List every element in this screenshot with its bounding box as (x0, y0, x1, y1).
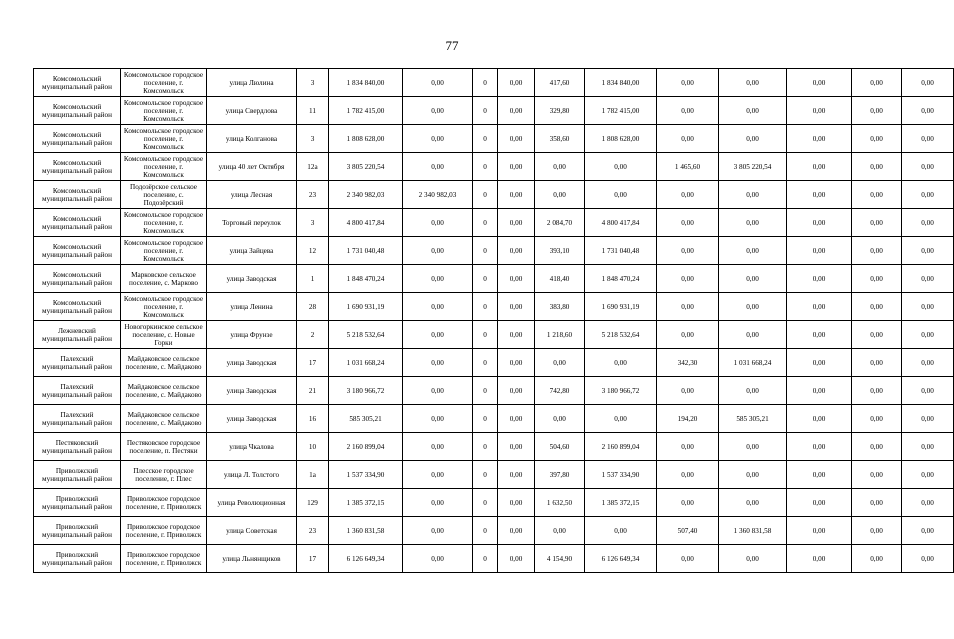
table-row (34, 237, 954, 265)
col-14-cell: 0,00 (852, 433, 902, 461)
col-10-cell: 0,00 (585, 405, 657, 433)
col-15-cell: 0,00 (902, 181, 954, 209)
col-13-cell: 0,00 (787, 433, 852, 461)
col-15-cell: 0,00 (902, 153, 954, 181)
col-15-cell: 0,00 (902, 489, 954, 517)
col-11-cell: 342,30 (657, 349, 719, 377)
table-row (34, 125, 954, 153)
col-14-cell: 0,00 (852, 97, 902, 125)
table-row (34, 545, 954, 573)
col-9-cell: 0,00 (535, 153, 585, 181)
col-8-cell: 0,00 (498, 433, 535, 461)
street-cell: улица Заводская (207, 349, 297, 377)
table-row (34, 405, 954, 433)
col-10-cell: 1 385 372,15 (585, 489, 657, 517)
col-9-cell: 393,10 (535, 237, 585, 265)
col-7-cell: 0 (473, 405, 498, 433)
settlement-cell: Приволжское городское поселение, г. Приволжск (121, 517, 207, 545)
col-11-cell: 0,00 (657, 97, 719, 125)
col-9-cell: 397,80 (535, 461, 585, 489)
col-11-cell: 0,00 (657, 461, 719, 489)
col-14-cell: 0,00 (852, 349, 902, 377)
col-11-cell: 194,20 (657, 405, 719, 433)
col-15-cell: 0,00 (902, 69, 954, 97)
table-row (34, 321, 954, 349)
col-13-cell: 0,00 (787, 125, 852, 153)
col-15-cell: 0,00 (902, 265, 954, 293)
col-10-cell: 5 218 532,64 (585, 321, 657, 349)
housing-table (33, 68, 954, 573)
col-12-cell: 0,00 (719, 237, 787, 265)
house-cell: 10 (297, 433, 329, 461)
street-cell: улица Люлина (207, 69, 297, 97)
col-13-cell: 0,00 (787, 181, 852, 209)
col-8-cell: 0,00 (498, 545, 535, 573)
col-13-cell: 0,00 (787, 517, 852, 545)
col-14-cell: 0,00 (852, 153, 902, 181)
col-6-cell: 0,00 (403, 209, 473, 237)
col-8-cell: 0,00 (498, 461, 535, 489)
col-10-cell: 1 537 334,90 (585, 461, 657, 489)
col-11-cell: 0,00 (657, 321, 719, 349)
col-14-cell: 0,00 (852, 405, 902, 433)
house-cell: 129 (297, 489, 329, 517)
col-14-cell: 0,00 (852, 181, 902, 209)
total-cost-cell: 585 305,21 (329, 405, 403, 433)
col-11-cell: 0,00 (657, 69, 719, 97)
street-cell: улица Революционная (207, 489, 297, 517)
street-cell: улица 40 лет Октября (207, 153, 297, 181)
col-7-cell: 0 (473, 517, 498, 545)
street-cell: улица Лесная (207, 181, 297, 209)
col-14-cell: 0,00 (852, 237, 902, 265)
district-cell: Палехский муниципальный район (34, 377, 121, 405)
street-cell: улица Ленина (207, 293, 297, 321)
col-14-cell: 0,00 (852, 321, 902, 349)
district-cell: Комсомольский муниципальный район (34, 97, 121, 125)
col-9-cell: 418,40 (535, 265, 585, 293)
col-9-cell: 417,60 (535, 69, 585, 97)
total-cost-cell: 1 782 415,00 (329, 97, 403, 125)
col-13-cell: 0,00 (787, 265, 852, 293)
col-14-cell: 0,00 (852, 545, 902, 573)
district-cell: Комсомольский муниципальный район (34, 125, 121, 153)
house-cell: 23 (297, 181, 329, 209)
col-10-cell: 4 800 417,84 (585, 209, 657, 237)
col-9-cell: 0,00 (535, 349, 585, 377)
col-14-cell: 0,00 (852, 461, 902, 489)
settlement-cell: Комсомольское городское поселение, г. Комсомольск (121, 69, 207, 97)
total-cost-cell: 1 385 372,15 (329, 489, 403, 517)
district-cell: Комсомольский муниципальный район (34, 265, 121, 293)
col-12-cell: 0,00 (719, 125, 787, 153)
settlement-cell: Новогоркинское сельское поселение, с. Новые Горки (121, 321, 207, 349)
col-7-cell: 0 (473, 489, 498, 517)
col-12-cell: 1 031 668,24 (719, 349, 787, 377)
col-7-cell: 0 (473, 461, 498, 489)
col-13-cell: 0,00 (787, 69, 852, 97)
table-row (34, 349, 954, 377)
district-cell: Пестяковский муниципальный район (34, 433, 121, 461)
col-12-cell: 1 360 831,58 (719, 517, 787, 545)
col-7-cell: 0 (473, 377, 498, 405)
col-9-cell: 2 084,70 (535, 209, 585, 237)
house-cell: 28 (297, 293, 329, 321)
col-13-cell: 0,00 (787, 237, 852, 265)
settlement-cell: Пестяковское городское поселение, п. Пестяки (121, 433, 207, 461)
col-7-cell: 0 (473, 545, 498, 573)
col-13-cell: 0,00 (787, 545, 852, 573)
table-row (34, 69, 954, 97)
col-15-cell: 0,00 (902, 377, 954, 405)
col-12-cell: 0,00 (719, 265, 787, 293)
col-8-cell: 0,00 (498, 293, 535, 321)
col-9-cell: 1 632,50 (535, 489, 585, 517)
col-13-cell: 0,00 (787, 349, 852, 377)
street-cell: улица Заводская (207, 265, 297, 293)
total-cost-cell: 2 160 899,04 (329, 433, 403, 461)
col-13-cell: 0,00 (787, 209, 852, 237)
col-11-cell: 0,00 (657, 181, 719, 209)
col-10-cell: 2 160 899,04 (585, 433, 657, 461)
col-12-cell: 0,00 (719, 461, 787, 489)
col-7-cell: 0 (473, 181, 498, 209)
col-12-cell: 0,00 (719, 545, 787, 573)
settlement-cell: Комсомольское городское поселение, г. Комсомольск (121, 293, 207, 321)
settlement-cell: Майдаковское сельское поселение, с. Майдаково (121, 377, 207, 405)
house-cell: 16 (297, 405, 329, 433)
col-12-cell: 585 305,21 (719, 405, 787, 433)
house-cell: 2 (297, 321, 329, 349)
col-12-cell: 0,00 (719, 377, 787, 405)
house-cell: 11 (297, 97, 329, 125)
col-6-cell: 0,00 (403, 153, 473, 181)
col-7-cell: 0 (473, 153, 498, 181)
district-cell: Комсомольский муниципальный район (34, 181, 121, 209)
settlement-cell: Подозёрское сельское поселение, с. Подозёрский (121, 181, 207, 209)
col-6-cell: 0,00 (403, 489, 473, 517)
total-cost-cell: 1 031 668,24 (329, 349, 403, 377)
col-10-cell: 1 848 470,24 (585, 265, 657, 293)
total-cost-cell: 1 848 470,24 (329, 265, 403, 293)
house-cell: 3 (297, 209, 329, 237)
street-cell: улица Фрунзе (207, 321, 297, 349)
col-13-cell: 0,00 (787, 405, 852, 433)
col-7-cell: 0 (473, 349, 498, 377)
col-8-cell: 0,00 (498, 405, 535, 433)
house-cell: 1а (297, 461, 329, 489)
district-cell: Палехский муниципальный район (34, 405, 121, 433)
district-cell: Палехский муниципальный район (34, 349, 121, 377)
col-15-cell: 0,00 (902, 321, 954, 349)
col-7-cell: 0 (473, 321, 498, 349)
settlement-cell: Марковское сельское поселение, с. Марково (121, 265, 207, 293)
settlement-cell: Плесское городское поселение, г. Плес (121, 461, 207, 489)
district-cell: Лежневский муниципальный район (34, 321, 121, 349)
col-12-cell: 0,00 (719, 321, 787, 349)
col-9-cell: 329,80 (535, 97, 585, 125)
total-cost-cell: 1 731 040,48 (329, 237, 403, 265)
house-cell: 21 (297, 377, 329, 405)
col-10-cell: 3 180 966,72 (585, 377, 657, 405)
table-body (34, 69, 954, 573)
total-cost-cell: 1 360 831,58 (329, 517, 403, 545)
col-9-cell: 742,80 (535, 377, 585, 405)
col-6-cell: 0,00 (403, 293, 473, 321)
col-15-cell: 0,00 (902, 433, 954, 461)
col-9-cell: 383,80 (535, 293, 585, 321)
street-cell: Торговый переулок (207, 209, 297, 237)
total-cost-cell: 5 218 532,64 (329, 321, 403, 349)
col-13-cell: 0,00 (787, 489, 852, 517)
total-cost-cell: 3 805 220,54 (329, 153, 403, 181)
col-9-cell: 504,60 (535, 433, 585, 461)
total-cost-cell: 4 800 417,84 (329, 209, 403, 237)
table-row (34, 97, 954, 125)
col-6-cell: 0,00 (403, 125, 473, 153)
house-cell: 3 (297, 69, 329, 97)
col-6-cell: 0,00 (403, 321, 473, 349)
col-7-cell: 0 (473, 293, 498, 321)
street-cell: улица Л. Толстого (207, 461, 297, 489)
col-9-cell: 1 218,60 (535, 321, 585, 349)
settlement-cell: Комсомольское городское поселение, г. Комсомольск (121, 125, 207, 153)
col-8-cell: 0,00 (498, 97, 535, 125)
col-8-cell: 0,00 (498, 377, 535, 405)
col-6-cell: 0,00 (403, 405, 473, 433)
col-13-cell: 0,00 (787, 377, 852, 405)
col-13-cell: 0,00 (787, 97, 852, 125)
col-11-cell: 507,40 (657, 517, 719, 545)
col-10-cell: 0,00 (585, 153, 657, 181)
table-row (34, 293, 954, 321)
col-6-cell: 0,00 (403, 97, 473, 125)
col-10-cell: 1 808 628,00 (585, 125, 657, 153)
col-14-cell: 0,00 (852, 125, 902, 153)
col-10-cell: 0,00 (585, 349, 657, 377)
col-8-cell: 0,00 (498, 125, 535, 153)
table-row (34, 265, 954, 293)
col-15-cell: 0,00 (902, 97, 954, 125)
col-8-cell: 0,00 (498, 349, 535, 377)
table-row (34, 181, 954, 209)
settlement-cell: Комсомольское городское поселение, г. Комсомольск (121, 153, 207, 181)
total-cost-cell: 1 834 840,00 (329, 69, 403, 97)
col-11-cell: 0,00 (657, 209, 719, 237)
col-6-cell: 0,00 (403, 349, 473, 377)
settlement-cell: Комсомольское городское поселение, г. Комсомольск (121, 97, 207, 125)
col-10-cell: 1 834 840,00 (585, 69, 657, 97)
col-12-cell: 0,00 (719, 489, 787, 517)
table-row (34, 489, 954, 517)
house-cell: 23 (297, 517, 329, 545)
district-cell: Приволжский муниципальный район (34, 489, 121, 517)
col-10-cell: 1 690 931,19 (585, 293, 657, 321)
col-12-cell: 0,00 (719, 433, 787, 461)
district-cell: Комсомольский муниципальный район (34, 237, 121, 265)
total-cost-cell: 1 690 931,19 (329, 293, 403, 321)
col-13-cell: 0,00 (787, 153, 852, 181)
col-9-cell: 358,60 (535, 125, 585, 153)
house-cell: 17 (297, 545, 329, 573)
col-14-cell: 0,00 (852, 377, 902, 405)
col-11-cell: 0,00 (657, 545, 719, 573)
col-7-cell: 0 (473, 209, 498, 237)
col-12-cell: 0,00 (719, 209, 787, 237)
col-6-cell: 0,00 (403, 517, 473, 545)
col-6-cell: 2 340 982,03 (403, 181, 473, 209)
col-14-cell: 0,00 (852, 293, 902, 321)
col-9-cell: 4 154,90 (535, 545, 585, 573)
col-11-cell: 0,00 (657, 377, 719, 405)
col-7-cell: 0 (473, 265, 498, 293)
col-15-cell: 0,00 (902, 461, 954, 489)
settlement-cell: Майдаковское сельское поселение, с. Майдаково (121, 349, 207, 377)
col-6-cell: 0,00 (403, 461, 473, 489)
col-11-cell: 0,00 (657, 489, 719, 517)
col-11-cell: 0,00 (657, 293, 719, 321)
district-cell: Приволжский муниципальный район (34, 517, 121, 545)
table-row (34, 433, 954, 461)
col-10-cell: 1 731 040,48 (585, 237, 657, 265)
street-cell: улица Чкалова (207, 433, 297, 461)
col-7-cell: 0 (473, 433, 498, 461)
house-cell: 12а (297, 153, 329, 181)
col-15-cell: 0,00 (902, 209, 954, 237)
col-13-cell: 0,00 (787, 293, 852, 321)
settlement-cell: Комсомольское городское поселение, г. Комсомольск (121, 237, 207, 265)
col-12-cell: 0,00 (719, 181, 787, 209)
col-9-cell: 0,00 (535, 517, 585, 545)
col-15-cell: 0,00 (902, 237, 954, 265)
page-number: 77 (445, 38, 459, 53)
col-8-cell: 0,00 (498, 181, 535, 209)
col-6-cell: 0,00 (403, 69, 473, 97)
col-15-cell: 0,00 (902, 349, 954, 377)
col-14-cell: 0,00 (852, 489, 902, 517)
total-cost-cell: 3 180 966,72 (329, 377, 403, 405)
col-12-cell: 0,00 (719, 293, 787, 321)
house-cell: 12 (297, 237, 329, 265)
total-cost-cell: 1 808 628,00 (329, 125, 403, 153)
col-10-cell: 1 782 415,00 (585, 97, 657, 125)
col-9-cell: 0,00 (535, 181, 585, 209)
settlement-cell: Приволжское городское поселение, г. Приволжск (121, 489, 207, 517)
col-8-cell: 0,00 (498, 517, 535, 545)
district-cell: Комсомольский муниципальный район (34, 69, 121, 97)
col-11-cell: 0,00 (657, 237, 719, 265)
street-cell: улица Колганова (207, 125, 297, 153)
total-cost-cell: 2 340 982,03 (329, 181, 403, 209)
col-15-cell: 0,00 (902, 545, 954, 573)
table-row (34, 377, 954, 405)
district-cell: Комсомольский муниципальный район (34, 209, 121, 237)
col-14-cell: 0,00 (852, 517, 902, 545)
street-cell: улица Зайцева (207, 237, 297, 265)
col-7-cell: 0 (473, 97, 498, 125)
col-11-cell: 1 465,60 (657, 153, 719, 181)
col-7-cell: 0 (473, 69, 498, 97)
table-row (34, 461, 954, 489)
settlement-cell: Майдаковское сельское поселение, с. Майдаково (121, 405, 207, 433)
street-cell: улица Заводская (207, 405, 297, 433)
col-14-cell: 0,00 (852, 209, 902, 237)
table-row (34, 209, 954, 237)
table-row (34, 153, 954, 181)
street-cell: улица Заводская (207, 377, 297, 405)
district-cell: Комсомольский муниципальный район (34, 153, 121, 181)
district-cell: Приволжский муниципальный район (34, 461, 121, 489)
settlement-cell: Комсомольское городское поселение, г. Комсомольск (121, 209, 207, 237)
col-6-cell: 0,00 (403, 545, 473, 573)
house-cell: 17 (297, 349, 329, 377)
col-6-cell: 0,00 (403, 265, 473, 293)
col-8-cell: 0,00 (498, 321, 535, 349)
col-7-cell: 0 (473, 237, 498, 265)
col-8-cell: 0,00 (498, 265, 535, 293)
col-11-cell: 0,00 (657, 433, 719, 461)
col-8-cell: 0,00 (498, 489, 535, 517)
col-8-cell: 0,00 (498, 209, 535, 237)
col-10-cell: 0,00 (585, 517, 657, 545)
col-10-cell: 6 126 649,34 (585, 545, 657, 573)
street-cell: улица Свердлова (207, 97, 297, 125)
house-cell: 1 (297, 265, 329, 293)
district-cell: Комсомольский муниципальный район (34, 293, 121, 321)
col-8-cell: 0,00 (498, 69, 535, 97)
col-15-cell: 0,00 (902, 405, 954, 433)
col-6-cell: 0,00 (403, 377, 473, 405)
col-11-cell: 0,00 (657, 125, 719, 153)
col-9-cell: 0,00 (535, 405, 585, 433)
col-6-cell: 0,00 (403, 433, 473, 461)
table-row (34, 517, 954, 545)
house-cell: 3 (297, 125, 329, 153)
total-cost-cell: 6 126 649,34 (329, 545, 403, 573)
col-15-cell: 0,00 (902, 517, 954, 545)
col-12-cell: 3 805 220,54 (719, 153, 787, 181)
col-13-cell: 0,00 (787, 461, 852, 489)
street-cell: улица Советская (207, 517, 297, 545)
col-12-cell: 0,00 (719, 97, 787, 125)
col-14-cell: 0,00 (852, 69, 902, 97)
col-7-cell: 0 (473, 125, 498, 153)
street-cell: улица Льнянщиков (207, 545, 297, 573)
col-8-cell: 0,00 (498, 237, 535, 265)
district-cell: Приволжский муниципальный район (34, 545, 121, 573)
col-12-cell: 0,00 (719, 69, 787, 97)
col-15-cell: 0,00 (902, 125, 954, 153)
col-6-cell: 0,00 (403, 237, 473, 265)
total-cost-cell: 1 537 334,90 (329, 461, 403, 489)
settlement-cell: Приволжское городское поселение, г. Приволжск (121, 545, 207, 573)
col-10-cell: 0,00 (585, 181, 657, 209)
col-8-cell: 0,00 (498, 153, 535, 181)
col-11-cell: 0,00 (657, 265, 719, 293)
col-14-cell: 0,00 (852, 265, 902, 293)
col-15-cell: 0,00 (902, 293, 954, 321)
col-13-cell: 0,00 (787, 321, 852, 349)
